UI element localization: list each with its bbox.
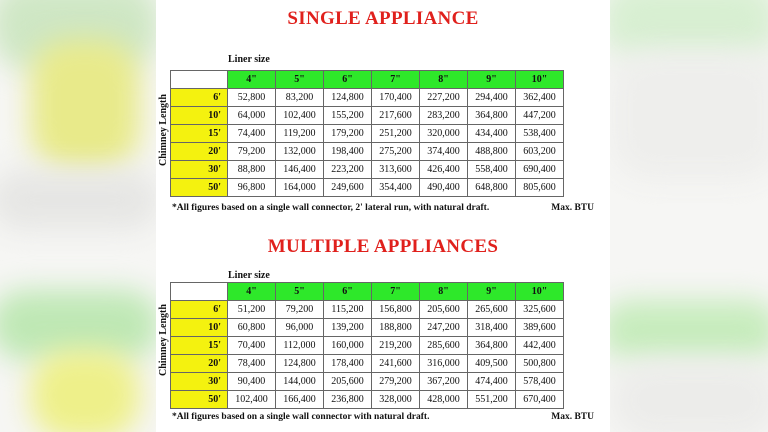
btu-value-cell: 316,000 xyxy=(420,355,468,373)
btu-value-cell: 236,800 xyxy=(324,391,372,409)
btu-value-cell: 275,200 xyxy=(372,143,420,161)
table-row xyxy=(171,143,564,161)
liner-size-header: 4" xyxy=(228,71,276,89)
chimney-length-label: 6' xyxy=(171,301,228,319)
btu-table xyxy=(170,282,564,409)
btu-value-cell: 551,200 xyxy=(468,391,516,409)
liner-size-header: 7" xyxy=(372,283,420,301)
table-row xyxy=(171,373,564,391)
btu-value-cell: 690,400 xyxy=(516,161,564,179)
btu-value-cell: 132,000 xyxy=(276,143,324,161)
liner-size-header: 8" xyxy=(420,283,468,301)
btu-value-cell: 318,400 xyxy=(468,319,516,337)
btu-value-cell: 247,200 xyxy=(420,319,468,337)
btu-value-cell: 64,000 xyxy=(228,107,276,125)
btu-value-cell: 362,400 xyxy=(516,89,564,107)
blurred-backdrop-left xyxy=(0,0,156,432)
btu-value-cell: 249,600 xyxy=(324,179,372,197)
btu-value-cell: 364,800 xyxy=(468,107,516,125)
table-row xyxy=(171,319,564,337)
btu-value-cell: 156,800 xyxy=(372,301,420,319)
btu-value-cell: 265,600 xyxy=(468,301,516,319)
btu-value-cell: 578,400 xyxy=(516,373,564,391)
btu-value-cell: 164,000 xyxy=(276,179,324,197)
btu-value-cell: 198,400 xyxy=(324,143,372,161)
btu-value-cell: 219,200 xyxy=(372,337,420,355)
btu-value-cell: 426,400 xyxy=(420,161,468,179)
liner-size-header: 5" xyxy=(276,283,324,301)
row-axis-label: Chimney Length xyxy=(158,304,169,376)
liner-size-header: 9" xyxy=(468,283,516,301)
btu-value-cell: 170,400 xyxy=(372,89,420,107)
btu-value-cell: 79,200 xyxy=(228,143,276,161)
table-row xyxy=(171,89,564,107)
btu-value-cell: 119,200 xyxy=(276,125,324,143)
btu-value-cell: 500,800 xyxy=(516,355,564,373)
liner-size-header: 7" xyxy=(372,71,420,89)
btu-value-cell: 88,800 xyxy=(228,161,276,179)
btu-value-cell: 102,400 xyxy=(228,391,276,409)
btu-value-cell: 294,400 xyxy=(468,89,516,107)
chimney-length-label: 50' xyxy=(171,391,228,409)
btu-value-cell: 251,200 xyxy=(372,125,420,143)
section-title: MULTIPLE APPLIANCES xyxy=(267,236,499,257)
btu-value-cell: 428,000 xyxy=(420,391,468,409)
chimney-length-label: 20' xyxy=(171,143,228,161)
column-axis-label: Liner size xyxy=(228,54,270,65)
chimney-length-label: 6' xyxy=(171,89,228,107)
liner-size-header: 5" xyxy=(276,71,324,89)
header-row xyxy=(171,71,564,89)
btu-value-cell: 603,200 xyxy=(516,143,564,161)
table-row xyxy=(171,391,564,409)
header-row xyxy=(171,283,564,301)
liner-size-header: 10" xyxy=(516,283,564,301)
unit-label: Max. BTU xyxy=(551,412,594,422)
btu-value-cell: 223,200 xyxy=(324,161,372,179)
btu-value-cell: 178,400 xyxy=(324,355,372,373)
btu-value-cell: 139,200 xyxy=(324,319,372,337)
unit-label: Max. BTU xyxy=(551,203,594,213)
table-row xyxy=(171,355,564,373)
btu-value-cell: 144,000 xyxy=(276,373,324,391)
corner-cell xyxy=(171,283,228,301)
btu-value-cell: 279,200 xyxy=(372,373,420,391)
chimney-length-label: 10' xyxy=(171,107,228,125)
table-row xyxy=(171,125,564,143)
btu-value-cell: 83,200 xyxy=(276,89,324,107)
btu-value-cell: 166,400 xyxy=(276,391,324,409)
btu-value-cell: 96,000 xyxy=(276,319,324,337)
btu-value-cell: 90,400 xyxy=(228,373,276,391)
table-row xyxy=(171,179,564,197)
btu-value-cell: 155,200 xyxy=(324,107,372,125)
btu-value-cell: 805,600 xyxy=(516,179,564,197)
chimney-length-label: 15' xyxy=(171,125,228,143)
btu-value-cell: 227,200 xyxy=(420,89,468,107)
chimney-length-label: 30' xyxy=(171,161,228,179)
btu-value-cell: 285,600 xyxy=(420,337,468,355)
btu-value-cell: 648,800 xyxy=(468,179,516,197)
btu-value-cell: 325,600 xyxy=(516,301,564,319)
btu-value-cell: 79,200 xyxy=(276,301,324,319)
btu-value-cell: 115,200 xyxy=(324,301,372,319)
btu-value-cell: 205,600 xyxy=(324,373,372,391)
liner-size-header: 8" xyxy=(420,71,468,89)
btu-value-cell: 434,400 xyxy=(468,125,516,143)
liner-size-header: 9" xyxy=(468,71,516,89)
footnote: *All figures based on a single wall connector, 2' lateral run, with natural draft. xyxy=(172,203,490,213)
btu-value-cell: 364,800 xyxy=(468,337,516,355)
btu-value-cell: 146,400 xyxy=(276,161,324,179)
btu-value-cell: 179,200 xyxy=(324,125,372,143)
btu-value-cell: 74,400 xyxy=(228,125,276,143)
btu-value-cell: 328,000 xyxy=(372,391,420,409)
blurred-backdrop-right xyxy=(610,0,768,432)
btu-value-cell: 124,800 xyxy=(276,355,324,373)
row-axis-label: Chimney Length xyxy=(158,94,169,166)
btu-value-cell: 538,400 xyxy=(516,125,564,143)
chimney-length-label: 20' xyxy=(171,355,228,373)
btu-table xyxy=(170,70,564,197)
btu-value-cell: 442,400 xyxy=(516,337,564,355)
btu-value-cell: 241,600 xyxy=(372,355,420,373)
chimney-length-label: 50' xyxy=(171,179,228,197)
btu-value-cell: 320,000 xyxy=(420,125,468,143)
btu-value-cell: 374,400 xyxy=(420,143,468,161)
btu-value-cell: 51,200 xyxy=(228,301,276,319)
btu-value-cell: 367,200 xyxy=(420,373,468,391)
btu-value-cell: 70,400 xyxy=(228,337,276,355)
btu-value-cell: 96,800 xyxy=(228,179,276,197)
btu-value-cell: 313,600 xyxy=(372,161,420,179)
btu-value-cell: 78,400 xyxy=(228,355,276,373)
btu-value-cell: 217,600 xyxy=(372,107,420,125)
section-title: SINGLE APPLIANCE xyxy=(287,8,479,29)
chimney-length-label: 10' xyxy=(171,319,228,337)
btu-value-cell: 558,400 xyxy=(468,161,516,179)
btu-value-cell: 488,800 xyxy=(468,143,516,161)
btu-value-cell: 52,800 xyxy=(228,89,276,107)
btu-value-cell: 490,400 xyxy=(420,179,468,197)
btu-value-cell: 160,000 xyxy=(324,337,372,355)
btu-value-cell: 354,400 xyxy=(372,179,420,197)
btu-value-cell: 670,400 xyxy=(516,391,564,409)
table-row xyxy=(171,161,564,179)
btu-value-cell: 60,800 xyxy=(228,319,276,337)
liner-size-header: 4" xyxy=(228,283,276,301)
btu-value-cell: 205,600 xyxy=(420,301,468,319)
btu-value-cell: 409,500 xyxy=(468,355,516,373)
btu-value-cell: 389,600 xyxy=(516,319,564,337)
corner-cell xyxy=(171,71,228,89)
btu-value-cell: 447,200 xyxy=(516,107,564,125)
liner-size-header: 6" xyxy=(324,283,372,301)
column-axis-label: Liner size xyxy=(228,270,270,281)
btu-value-cell: 124,800 xyxy=(324,89,372,107)
btu-value-cell: 283,200 xyxy=(420,107,468,125)
liner-size-header: 6" xyxy=(324,71,372,89)
chimney-length-label: 15' xyxy=(171,337,228,355)
btu-value-cell: 112,000 xyxy=(276,337,324,355)
chimney-length-label: 30' xyxy=(171,373,228,391)
btu-value-cell: 188,800 xyxy=(372,319,420,337)
table-row xyxy=(171,337,564,355)
table-row xyxy=(171,107,564,125)
btu-value-cell: 474,400 xyxy=(468,373,516,391)
liner-size-header: 10" xyxy=(516,71,564,89)
document-sheet xyxy=(156,0,610,432)
footnote: *All figures based on a single wall connector with natural draft. xyxy=(172,412,430,422)
table-row xyxy=(171,301,564,319)
btu-value-cell: 102,400 xyxy=(276,107,324,125)
